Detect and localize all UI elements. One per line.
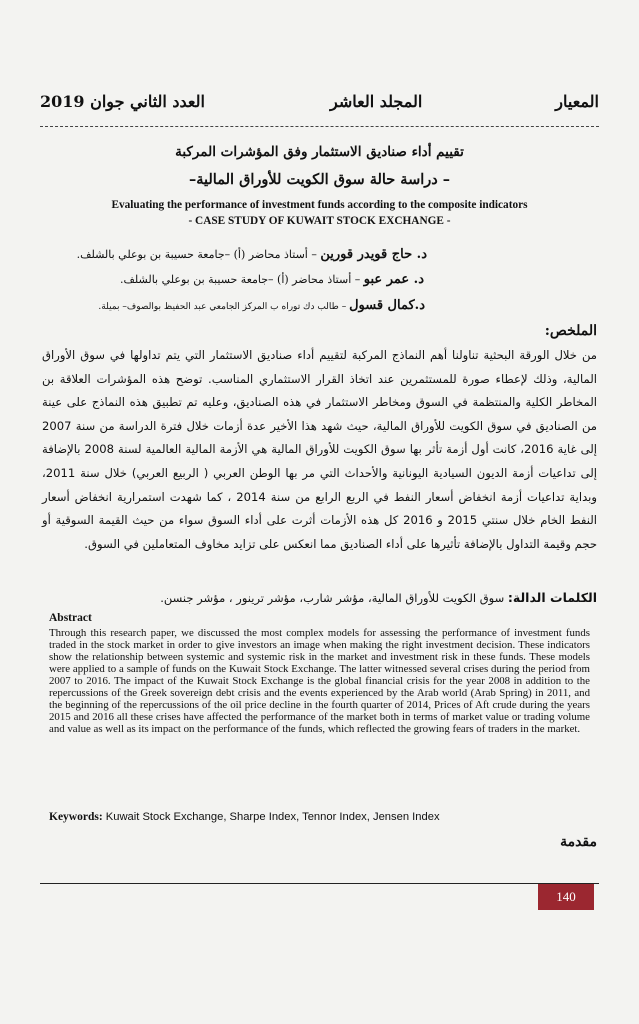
english-title: Evaluating the performance of investment funds according to the composite indicators (111, 199, 528, 211)
journal-name: المعيار (555, 92, 599, 111)
author-name: د. عمر عبو (363, 272, 424, 287)
author-name: د. حاج قويدر قورين (320, 247, 427, 262)
english-keywords (49, 811, 440, 823)
arabic-title: تقييم أداء صناديق الاستثمار وفق المؤشرات المركبة (175, 144, 464, 160)
page-number: 140 (538, 884, 594, 910)
english-keywords-label: Keywords: (49, 811, 103, 823)
author-1 (77, 247, 427, 262)
english-abstract-body: Through this research paper, we discussed the most complex models for assessing the performance of investment funds traded in the stock market in order to give investors an image when making the right investment decision. These indicators show the relationship between systemic and systemic risk in the market and investment risk in these funds. These models were applied to a sample of funds on the Kuwait Stock Exchange. The latter witnessed several crises during the period from 2007 to 2016. The impact of the Kuwait Stock Exchange is the global financial crisis for the year 2008 in addition to the repercussions of the Greek sovereign debt crisis and the events experienced by the Arab world (Arab Spring) in 2011, and the beginning of the repercussions of the oil price decline in the fourth quarter of 2014, Prices of Aft crude during the years 2015 and 2016 all these crises have affected the performance of the market both in terms of market value or trading volume and value as well as its impact on the performance of the funds, which reflected the growing fears of traders in the market. (49, 627, 590, 736)
arabic-keywords-list: سوق الكويت للأوراق المالية، مؤشر شارب، مؤشر ترينور ، مؤشر جنسن. (160, 591, 508, 605)
running-header (40, 92, 599, 118)
volume-label: المجلد العاشر (330, 92, 423, 111)
introduction-heading: مقدمة (560, 834, 597, 850)
arabic-abstract-body: من خلال الورقة البحثية تناولنا أهم النماذج المركبة لتقييم أداء صناديق الاستثمار التي يتم تداولها في سوق الأوراق المالية، وذلك لإعطاء صورة للمستثمرين عند اتخاذ القرار الاستثماري المناسب. توضح هذه المؤشرات العلاقة بن المخاطر الكلية والمنتظمة في السوق ومخاطر الاستثمار في هذه الصناديق، وعليه تم تطبيق هذه النماذج على عينة من الصناديق في سوق الكويت للأوراق المالية، حيث شهد هذا الأخير عدة أزمات خلال فترة الدراسة من سنة 2007 إلى غاية 2016، كانت أول أزمة تأثر بها سوق الكويت للأوراق المالية هي الأزمة المالية العالمية لسنة 2008 بالإضافة إلى تداعيات أزمة الديون السيادية اليونانية والأحداث التي مر بها الوطن العربي ( الربيع العربي) خلال سنة 2011، وبداية تداعيات أزمة انخفاض أسعار النفط في الربع الرابع من سنة 2014 ، كما شهدت استمرارية انخفاض أسعار النفط الخام خلال سنتي 2015 و 2016 كل هذه الأزمات أثرت على أداء السوق سواء من حيث القيمة السوقية أو حجم وقيمة التداول بالإضافة تأثيرها على أداء الصناديق مما انعكس على تزايد مخاوف المتعاملين في السوق. (42, 348, 598, 551)
header-divider (40, 126, 599, 127)
author-affiliation: – أستاذ محاضر (أ) –جامعة حسيبة بن بوعلي بالشلف. (76, 248, 321, 261)
english-subtitle: - CASE STUDY OF KUWAIT STOCK EXCHANGE - (188, 215, 451, 227)
issue-label: العدد الثاني جوان 2019 (40, 92, 205, 111)
arabic-keywords (160, 590, 597, 605)
author-affiliation: – طالب دك توراه ب المركز الجامعي عبد الحفيظ بوالصوف– بميلة. (98, 302, 350, 312)
footer-divider (40, 883, 599, 884)
author-2 (120, 272, 424, 287)
author-affiliation: – أستاذ محاضر (أ) –جامعة حسيبة بن بوعلي بالشلف. (120, 273, 364, 286)
arabic-keywords-label: الكلمات الدالة: (507, 590, 597, 605)
arabic-abstract-heading: الملخص: (544, 323, 597, 339)
arabic-subtitle: – دراسة حالة سوق الكويت للأوراق المالية– (188, 171, 451, 188)
english-keywords-list: Kuwait Stock Exchange, Sharpe Index, Tennor Index, Jensen Index (102, 811, 440, 823)
author-name: د.كمال قسول (349, 298, 425, 313)
english-abstract-heading: Abstract (49, 612, 92, 624)
author-3 (98, 298, 425, 313)
